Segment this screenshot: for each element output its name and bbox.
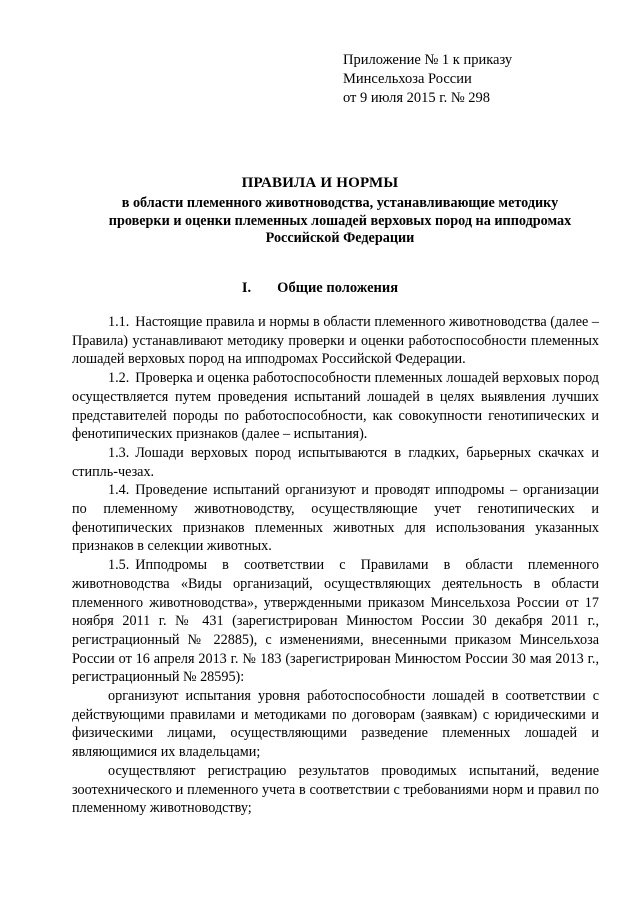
paragraph-text: Ипподромы в соответствии с Правилами в области племенного животноводства «Виды организаций, осуществляющих деятельность в области племенного животноводства», утвержденными приказом Минсельхоза России от 17 ноября 2011 г. № 431 (зарегистрирован Минюстом России 30 декабря 2011 г., регистрационный № 22885), с изменениями, внесенными приказом Минсельхоза России от 16 апреля 2013 г. № 183 (зарегистрирован Минюстом России 30 мая 2013 г., регистрационный № 28595): [72,557,599,686]
paragraph-number: 1.4. [108,482,130,499]
paragraph-text: Проверка и оценка работоспособности племенных лошадей верховых пород осуществляется путем проведения испытаний лошадей в целях выявления лучших представителей породы по работоспособности, как совокупности генотипических и фенотипических признаков (далее – испытания). [72,370,599,443]
paragraph-text: Проведение испытаний организуют и проводят ипподромы – организации по племенному животноводству, осуществляющие учет генотипических и фенотипических признаков племенных животных для использования указанных признаков в селекции животных. [72,482,599,555]
paragraph-text: Лошади верховых пород испытываются в гладких, барьерных скачках и стипль-чезах. [72,444,599,480]
appendix-reference [343,51,603,108]
paragraph [72,481,599,556]
paragraph-number: 1.2. [108,370,130,387]
paragraph [72,556,599,687]
paragraph-number: 1.1. [108,314,130,330]
paragraph [72,687,599,762]
appendix-line-2: Минсельхоза России [343,71,472,87]
subtitle-line-3: Российской Федерации [265,230,415,246]
paragraph-number: 1.3. [108,444,130,461]
paragraph [72,762,599,818]
body-text [72,313,599,818]
section-title: Общие положения [277,280,399,296]
subtitle-line-2: проверки и оценки племенных лошадей верховых пород на ипподромах [108,212,572,229]
section-number: I. [241,280,252,296]
subtitle-line-1: в области племенного животноводства, устанавливающие методику [121,195,559,211]
paragraph [72,444,599,481]
paragraph [72,369,599,444]
document-subtitle [72,195,608,248]
paragraph-text: Настоящие правила и нормы в области племенного животноводства (далее – Правила) устанавливают методику проверки и оценки работоспособности племенных лошадей верховых пород на ипподромах Российской Федерации. [72,314,599,368]
appendix-line-1: Приложение № 1 к приказу [343,52,513,68]
appendix-line-3: от 9 июля 2015 г. № 298 [343,90,491,106]
paragraph-number: 1.5. [108,557,130,574]
section-heading [0,280,640,297]
paragraph [72,313,599,369]
document-title: ПРАВИЛА И НОРМЫ [241,175,399,191]
paragraph-text: организуют испытания уровня работоспособности лошадей в соответствии с действующими правилами и методиками по договорам (заявкам) с юридическими и физическими лицами, осуществляющими разведение племенных лошадей и являющимися их владельцами; [72,688,599,761]
paragraph-text: осуществляют регистрацию результатов проводимых испытаний, ведение зоотехнического и племенного учета в соответствии с требованиями норм и правил по племенному животноводству; [72,762,599,817]
